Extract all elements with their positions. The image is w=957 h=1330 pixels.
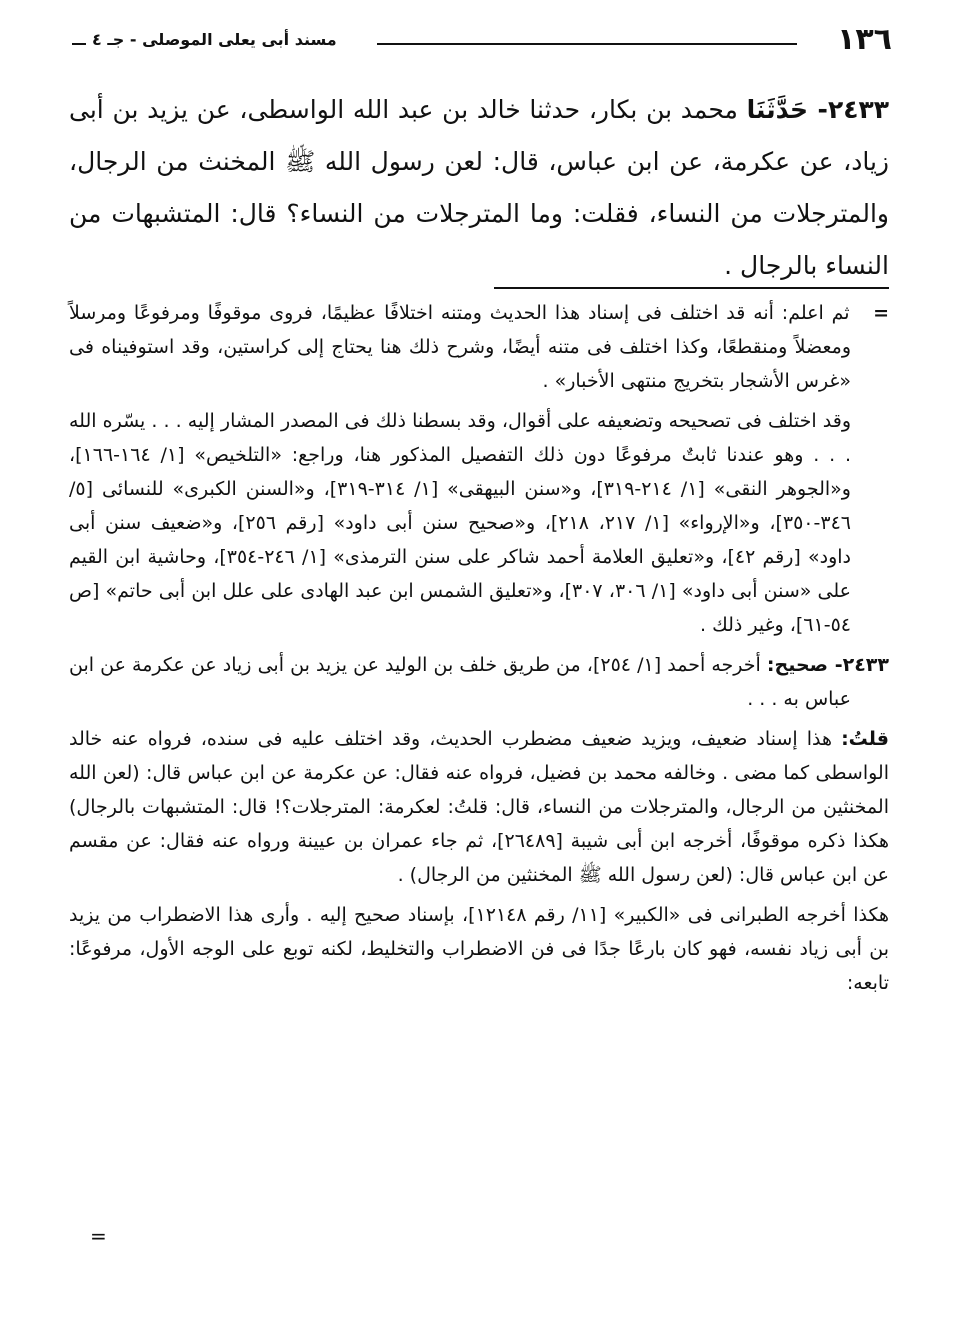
footnote-para-2: وقد اختلف فى تصحيحه وتضعيفه على أقوال، وقد بسطنا ذلك فى المصدر المشار إليه . . . يسّره الله . . . وهو عندنا ثابتٌ مرفوعًا دون ذلك التفصيل المذكور هنا، وراجع: «التلخيص» [١/ ١٦٤-١٦٦]، و«الجوهر النقى» [١/ ٢١٤-٣١٩]، و«سنن البيهقى» [١/ ٣١٤-٣١٩]، و«السنن الكبرى» للنسائى [٥/ ٣٤٦-٣٥٠]، و«الإرواء» [١/ ٢١٧، ٢١٨]، و«صحيح سنن أبى داود» [رقم ٢٥٦]، و«ضعيف سنن أبى داود» [رقم ٤٢]، و«تعليق العلامة أحمد شاكر على سنن الترمذى» [١/ ٢٤٦-٣٥٤]، وحاشية ابن القيم على «سنن أبى داود» [١/ ٣٠٦، ٣٠٧]، و«تعليق الشمس ابن عبد الهادى على علل ابن أبى حاتم» [ص ٥٤-٦١]، وغير ذلك . [69,410,851,636]
footnotes [69,296,889,1006]
book-title: مسند أبى يعلى الموصلى - جـ ٤ [92,30,337,49]
hadith-text: ٢٤٣٣- حَدَّثَنَا محمد بن بكار، حدثنا خالد بن عبد الله الواسطى، عن يزيد بن أبى زياد، عن عكرمة، عن ابن عباس، قال: لعن رسول الله ﷺ المخنث من الرجال، والمترجلات من النساء، فقلت: وما المترجلات من النساء؟ قال: المتشبهات من النساء بالرجال . [69,95,889,280]
header-rule [377,43,797,45]
footnote-para-1: = ثم اعلم: أنه قد اختلف فى إسناد هذا الحديث ومتنه اختلافًا عظيمًا، فروى موقوفًا ومرفوعًا ومرسلاً ومعضلاً ومنقطعًا، وكذا اختلف فى متنه أيضًا، وشرح ذلك هنا يحتاج إلى كراستين، وقد استوفيناه فى «غرس الأشجار بتخريج منتهى الأخبار» . [69,302,889,392]
footnote-para-5: هكذا أخرجه الطبرانى فى «الكبير» [١١/ رقم ١٢١٤٨]، بإسناد صحيح إليه . وأرى هذا الاضطراب من يزيد بن أبى زياد نفسه، فهو كان بارعًا جدًا فى فن الاضطراب والتخليط، لكنه توبع على الوجه الأول، مرفوعًا: تابعه: [69,904,889,994]
hadith-body: محمد بن بكار، حدثنا خالد بن عبد الله الواسطى، عن يزيد بن أبى زياد، عن عكرمة، عن ابن عباس، قال: لعن رسول الله ﷺ المخنث من الرجال، والمترجلات من النساء، فقلت: وما المترجلات من النساء؟ قال: المتشبهات من النساء بالرجال . [69,95,889,280]
footnote-label-hadith: ٢٤٣٣- صحيح: [766,654,889,676]
header-rule-left [72,43,86,45]
footnote-divider [494,287,889,289]
footnote-para-3: ٢٤٣٣- صحيح: أخرجه أحمد [١/ ٢٥٤]، من طريق خلف بن الوليد عن يزيد بن أبى زياد عن عكرمة عن ابن عباس به . . . [69,654,889,710]
footnote-para-4: قلتُ: هذا إسناد ضعيف، ويزيد ضعيف مضطرب الحديث، وقد اختلف عليه فى سنده، فرواه عنه خالد الواسطى كما مضى . وخالفه محمد بن فضيل، فرواه عنه فقال: عن عكرمة عن ابن عباس قال: (لعن الله المخنثين من الرجال، والمترجلات من النساء، قال: قلتُ: لعكرمة: المترجلات؟! قال: المتشبهات بالرجال) هكذا ذكره موقوفًا، أخرجه ابن أبى شيبة [٢٦٤٨٩]، ثم جاء عمران بن عيينة ورواه عنه فقال: عن مقسم عن ابن عباس قال: (لعن رسول الله ﷺ المخنثين من الرجال) . [69,728,889,886]
end-continuation-mark: = [90,1224,107,1248]
continuation-mark: = [873,302,889,324]
page-header [72,22,892,62]
page-number: ١٣٦ [837,22,892,57]
footnote-label-qult: قلتُ: [841,728,889,750]
hadith-lead: حَدَّثَنَا [746,95,809,124]
hadith-number: ٢٤٣٣ [827,95,889,124]
